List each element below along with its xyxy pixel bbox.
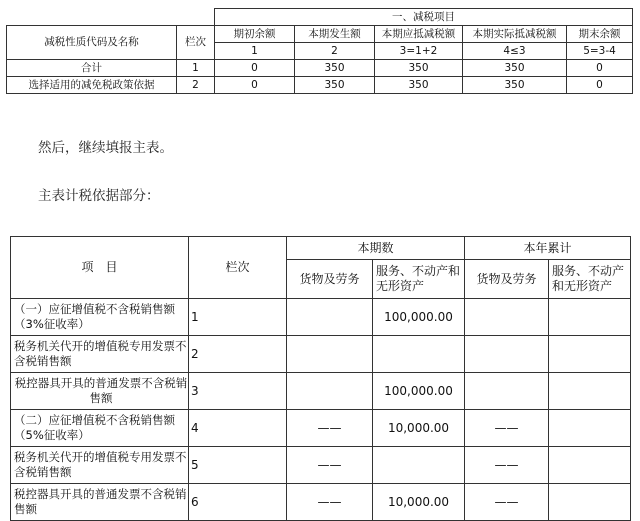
formula-cell: 4≤3 (463, 43, 567, 60)
cell-value (287, 373, 373, 410)
table-row (11, 336, 631, 373)
row-line: 2 (189, 336, 287, 373)
row-line: 1 (177, 60, 215, 77)
header-closing-balance: 期末余额 (567, 26, 633, 43)
header-services-ytd: 服务、不动产和无形资产 (549, 260, 631, 299)
cell-value: 0 (567, 60, 633, 77)
header-code-name: 减税性质代码及名称 (7, 26, 177, 60)
cell-value: 100,000.00 (373, 373, 465, 410)
dash-cell: —— (287, 447, 373, 484)
header-item: 项 目 (11, 237, 189, 299)
cell-value: 10,000.00 (373, 410, 465, 447)
cell-value (549, 447, 631, 484)
cell-value: 350 (295, 77, 375, 94)
cell-value (287, 299, 373, 336)
cell-value (287, 336, 373, 373)
dash-cell: —— (465, 410, 549, 447)
cell-value: 350 (295, 60, 375, 77)
formula-cell: 3=1+2 (375, 43, 463, 60)
dash-cell: —— (465, 447, 549, 484)
table-row (11, 373, 631, 410)
cell-value (373, 336, 465, 373)
row-line: 6 (189, 484, 287, 521)
cell-value (549, 410, 631, 447)
tax-reduction-table (6, 8, 633, 94)
row-line: 3 (189, 373, 287, 410)
header-current-amount: 本期发生额 (295, 26, 375, 43)
dash-cell: —— (287, 484, 373, 521)
cell-value (373, 447, 465, 484)
table-row (7, 60, 633, 77)
row-item: （一）应征增值税不含税销售额（3%征收率） (11, 299, 189, 336)
cell-value: 350 (375, 77, 463, 94)
cell-value: 0 (567, 77, 633, 94)
instruction-paragraph: 然后，继续填报主表。 (38, 140, 173, 156)
row-line: 1 (189, 299, 287, 336)
row-line: 2 (177, 77, 215, 94)
header-current-period: 本期数 (287, 237, 465, 260)
cell-value (549, 373, 631, 410)
cell-value: 350 (375, 60, 463, 77)
table-row (11, 299, 631, 336)
cell-value: 0 (215, 60, 295, 77)
header-goods-current: 货物及劳务 (287, 260, 373, 299)
header-line: 栏次 (189, 237, 287, 299)
cell-value: 350 (463, 60, 567, 77)
header-actual-deducted: 本期实际抵减税额 (463, 26, 567, 43)
formula-cell: 2 (295, 43, 375, 60)
table-row (11, 447, 631, 484)
header-services-current: 服务、不动产和无形资产 (373, 260, 465, 299)
cell-value: 10,000.00 (373, 484, 465, 521)
header-line: 栏次 (177, 26, 215, 60)
section-heading-paragraph: 主表计税依据部分： (38, 188, 160, 204)
formula-cell: 1 (215, 43, 295, 60)
dash-cell: —— (287, 410, 373, 447)
header-goods-ytd: 货物及劳务 (465, 260, 549, 299)
row-name: 合计 (7, 60, 177, 77)
row-line: 5 (189, 447, 287, 484)
row-line: 4 (189, 410, 287, 447)
cell-value: 0 (215, 77, 295, 94)
formula-cell: 5=3-4 (567, 43, 633, 60)
cell-value: 350 (463, 77, 567, 94)
table-row (11, 410, 631, 447)
header-deductible: 本期应抵减税额 (375, 26, 463, 43)
row-item: 税务机关代开的增值税专用发票不含税销售额 (11, 447, 189, 484)
dash-cell: —— (465, 484, 549, 521)
cell-value (549, 484, 631, 521)
cell-value (549, 336, 631, 373)
header-opening-balance: 期初余额 (215, 26, 295, 43)
header-year-to-date: 本年累计 (465, 237, 631, 260)
table-row (11, 484, 631, 521)
tax-basis-table (10, 236, 631, 521)
cell-value (465, 336, 549, 373)
cell-value (465, 299, 549, 336)
row-item: 税控器具开具的普通发票不含税销售额 (11, 373, 189, 410)
section-title: 一、减税项目 (215, 9, 633, 26)
table-row (7, 77, 633, 94)
cell-value: 100,000.00 (373, 299, 465, 336)
row-name: 选择适用的减免税政策依据 (7, 77, 177, 94)
cell-value (549, 299, 631, 336)
row-item: （二）应征增值税不含税销售额（5%征收率） (11, 410, 189, 447)
row-item: 税控器具开具的普通发票不含税销售额 (11, 484, 189, 521)
row-item: 税务机关代开的增值税专用发票不含税销售额 (11, 336, 189, 373)
cell-value (465, 373, 549, 410)
